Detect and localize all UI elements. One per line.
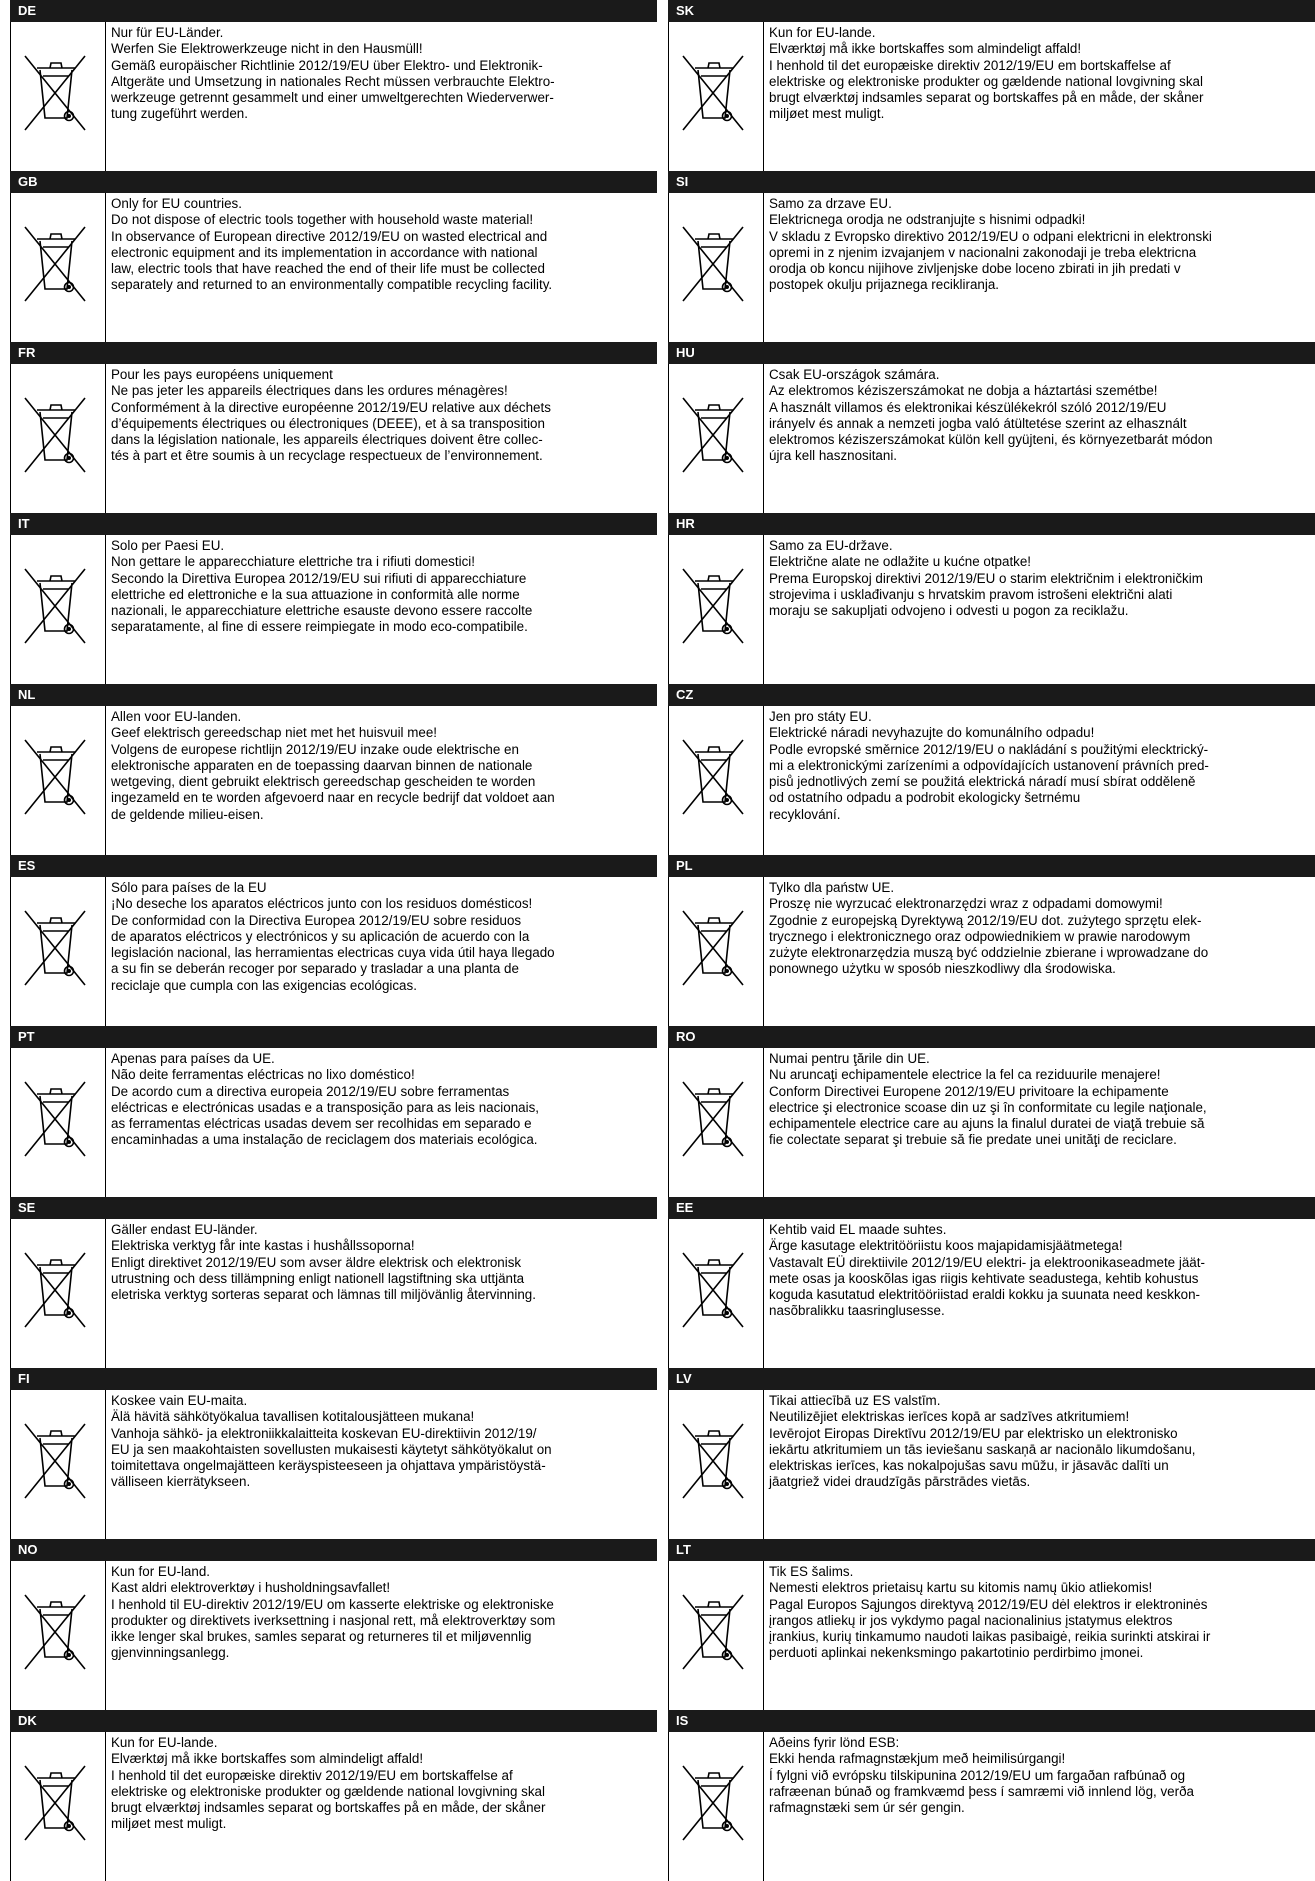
notice-line: a su fin se deberán recoger por separado y trasladar a una planta de <box>111 961 519 977</box>
notice-line: as ferramentas eléctricas usadas devem ser recolhidas em separado e <box>111 1116 532 1132</box>
language-section-it <box>10 513 657 684</box>
language-code-header: IT <box>10 513 657 535</box>
notice-line: Nur für EU-Länder. <box>111 25 224 40</box>
section-body <box>10 877 657 1026</box>
notice-line: újra kell hasznositani. <box>769 448 898 464</box>
language-code-header: HU <box>668 342 1315 364</box>
language-code-header: SE <box>10 1197 657 1219</box>
divider-line <box>763 1048 764 1197</box>
language-section-nl <box>10 684 657 855</box>
divider-line <box>763 193 764 342</box>
notice-line: de geldende milieu-eisen. <box>111 806 264 822</box>
section-body <box>668 877 1315 1026</box>
notice-line: Ekki henda rafmagnstækjum með heimilisúrgangi! <box>769 1751 1066 1767</box>
notice-line: Proszę nie wyrzucać elektronarzędzi wraz z odpadami domowymi! <box>769 896 1163 912</box>
language-section-is <box>668 1710 1315 1881</box>
language-code-header: LT <box>668 1539 1315 1561</box>
notice-text <box>111 367 653 465</box>
notice-text <box>769 880 1311 978</box>
notice-line: Prema Europskoj direktivi 2012/19/EU o starim električnim i elektroničkim <box>769 570 1203 586</box>
notice-line: koguda kasutatud elektritööriistad eraldi kokku ja suunata need keskkon- <box>769 1287 1200 1303</box>
notice-line: Non gettare le apparecchiature elettriche tra i rifiuti domestici! <box>111 554 475 570</box>
notice-line: Kehtib vaid EL maade suhtes. <box>769 1222 947 1237</box>
notice-line: elettriche ed elettroniche e la sua attuazione in conformità alle norme <box>111 586 520 602</box>
language-section-sk <box>668 0 1315 171</box>
notice-text <box>769 709 1311 823</box>
language-section-ro <box>668 1026 1315 1197</box>
notice-text <box>769 1222 1311 1320</box>
right-column <box>668 0 1315 1881</box>
notice-line: nazionali, le apparecchiature elettriche esauste devono essere raccolte <box>111 603 533 619</box>
notice-line: separatamente, al fine di essere reimpiegate in modo eco-compatibile. <box>111 619 528 635</box>
notice-line: Älä hävitä sähkötyökalua tavallisen kotitalousjätteen mukana! <box>111 1409 475 1425</box>
notice-line: Gäller endast EU-länder. <box>111 1222 258 1237</box>
notice-line: rafræenan búnað og framkvæmd þess í samræmi við innlend lög, verða <box>769 1783 1194 1799</box>
language-code-header: EE <box>668 1197 1315 1219</box>
notice-line: Allen voor EU-landen. <box>111 709 242 724</box>
notice-text <box>111 1051 653 1149</box>
weee-crossed-bin-icon <box>681 905 745 989</box>
weee-crossed-bin-icon <box>681 221 745 305</box>
notice-line: werkzeuge getrennt gesammelt und einer umweltgerechten Wiederverwer- <box>111 90 554 106</box>
notice-text <box>111 196 653 294</box>
language-section-lt <box>668 1539 1315 1710</box>
notice-line: strojevima i usklađivanju s hrvatskim pravom istrošeni električni alati <box>769 586 1173 602</box>
weee-crossed-bin-icon <box>681 734 745 818</box>
language-code-header: SK <box>668 0 1315 22</box>
notice-line: Conform Directivei Europene 2012/19/EU privitoare la echipamente <box>769 1083 1169 1099</box>
notice-line: Elektrické náradi nevyhazujte do komunálního odpadu! <box>769 725 1095 741</box>
notice-line: Vanhoja sähkö- ja elektroniikkalaitteita koskevan EU-direktiivin 2012/19/ <box>111 1425 537 1441</box>
divider-line <box>105 193 106 342</box>
notice-line: Pagal Europos Sąjungos direktyvą 2012/19/EU dėl elektros ir elektroninės <box>769 1596 1208 1612</box>
weee-crossed-bin-icon <box>23 392 87 476</box>
notice-text <box>111 1222 653 1303</box>
language-code-header: DE <box>10 0 657 22</box>
notice-line: miljøet mest muligt. <box>111 1816 227 1832</box>
divider-line <box>763 535 764 684</box>
divider-line <box>763 1732 764 1881</box>
notice-line: wetgeving, dient gebruikt elektrisch gereedschap gescheiden te worden <box>111 774 536 790</box>
section-body <box>10 1219 657 1368</box>
notice-line: ponownego użytku w sposób nieszkodliwy dla środowiska. <box>769 961 1116 977</box>
notice-line: I henhold til det europæiske direktiv 2012/19/EU em bortskaffelse af <box>769 57 1171 73</box>
weee-crossed-bin-icon <box>681 1076 745 1160</box>
notice-line: Í fylgni við evrópsku tilskipunina 2012/19/EU um fargaðan rafbúnað og <box>769 1767 1186 1783</box>
weee-crossed-bin-icon <box>23 1418 87 1502</box>
notice-line: In observance of European directive 2012/19/EU on wasted electrical and <box>111 228 548 244</box>
notice-line: rafmagnstæki sem úr sér gengin. <box>769 1800 965 1816</box>
notice-line: Neutilizējiet elektriskas ierīces kopā ar sadzīves atkritumiem! <box>769 1409 1130 1425</box>
notice-text <box>111 709 653 823</box>
notice-line: elektromos kéziszerszámokat külön kell gyüjteni, és környezetbarát módon <box>769 432 1213 448</box>
notice-line: legislación nacional, las herramientas electricas cuya vida útil haya llegado <box>111 945 555 961</box>
language-code-header: IS <box>668 1710 1315 1732</box>
notice-line: eléctricas e electrónicas usadas e a transposição para as leis nacionais, <box>111 1099 539 1115</box>
language-code-header: HR <box>668 513 1315 535</box>
divider-line <box>105 364 106 513</box>
notice-line: encaminhadas a uma instalação de reciclagem dos materiais ecológica. <box>111 1132 538 1148</box>
notice-line: Ne pas jeter les appareils électriques dans les ordures ménagères! <box>111 383 508 399</box>
language-code-header: FR <box>10 342 657 364</box>
divider-line <box>763 364 764 513</box>
section-body <box>10 1732 657 1881</box>
notice-line: zużyte elektronarzędzia muszą być oddzielnie zbierane i wprowadzane do <box>769 945 1209 961</box>
notice-line: opremi in z njenim izvajanjem v nacionalni zakonodaji je treba elektricna <box>769 244 1197 260</box>
notice-line: ¡No deseche los aparatos eléctricos junto con los residuos domésticos! <box>111 896 533 912</box>
notice-line: Elværktøj må ikke bortskaffes som almindeligt affald! <box>769 41 1082 57</box>
weee-crossed-bin-icon <box>681 1589 745 1673</box>
language-section-se <box>10 1197 657 1368</box>
weee-crossed-bin-icon <box>681 1418 745 1502</box>
notice-line: Tik ES šalims. <box>769 1564 854 1579</box>
notice-line: pisů jednotlivých zemí se použitá elektrická náradí musí sbírat odděleně <box>769 774 1196 790</box>
divider-line <box>763 706 764 855</box>
notice-line: perduoti aplinkai nekenksmingo pakartotinio perdirbimo įmonei. <box>769 1645 1144 1661</box>
language-code-header: DK <box>10 1710 657 1732</box>
notice-line: Secondo la Direttiva Europea 2012/19/EU sui rifiuti di apparecchiature <box>111 570 527 586</box>
notice-line: Samo za drzave EU. <box>769 196 892 211</box>
weee-crossed-bin-icon <box>23 1589 87 1673</box>
divider-line <box>105 1219 106 1368</box>
notice-text <box>769 1393 1311 1491</box>
notice-text <box>769 1051 1311 1149</box>
notice-line: Volgens de europese richtlijn 2012/19/EU inzake oude elektrische en <box>111 741 519 757</box>
language-section-gb <box>10 171 657 342</box>
weee-crossed-bin-icon <box>23 221 87 305</box>
notice-line: Solo per Paesi EU. <box>111 538 225 553</box>
notice-line: brugt elværktøj indsamles separat og bortskaffes på en måde, der skåner <box>769 90 1204 106</box>
notice-line: Nu aruncaţi echipamentele electrice la fel ca reziduurile menajere! <box>769 1067 1161 1083</box>
notice-line: Geef elektrisch gereedschap niet met het huisvuil mee! <box>111 725 438 741</box>
notice-line: Ärge kasutage elektritööriistu koos majapidamisjäätmetega! <box>769 1238 1123 1254</box>
language-code-header: FI <box>10 1368 657 1390</box>
language-code-header: NO <box>10 1539 657 1561</box>
divider-line <box>763 877 764 1026</box>
notice-line: d’équipements électriques ou électroniques (DEEE), et à sa transposition <box>111 415 545 431</box>
divider-line <box>105 1390 106 1539</box>
section-body <box>668 193 1315 342</box>
notice-line: Csak EU-országok számára. <box>769 367 940 382</box>
language-code-header: GB <box>10 171 657 193</box>
notice-text <box>111 538 653 636</box>
divider-line <box>105 22 106 171</box>
notice-line: ikke lenger skal brukes, samles separat og returneres til et miljøvennlig <box>111 1629 532 1645</box>
language-section-pl <box>668 855 1315 1026</box>
language-code-header: LV <box>668 1368 1315 1390</box>
language-section-si <box>668 171 1315 342</box>
language-section-hr <box>668 513 1315 684</box>
notice-line: I henhold til EU-direktiv 2012/19/EU om kasserte elektriske og elektroniske <box>111 1596 554 1612</box>
notice-line: I henhold til det europæiske direktiv 2012/19/EU em bortskaffelse af <box>111 1767 513 1783</box>
notice-line: Pour les pays européens uniquement <box>111 367 333 382</box>
notice-text <box>769 1735 1311 1816</box>
notice-text <box>111 1735 653 1833</box>
notice-line: orodja ob koncu nijihove zivljenjske dobe loceno zbirati in jih predati v <box>769 261 1181 277</box>
notice-line: Az elektromos kéziszerszámokat ne dobja a háztartási szemétbe! <box>769 383 1158 399</box>
section-body <box>10 1390 657 1539</box>
notice-line: od ostatního odpadu a podrobit ekologicky šetrnému <box>769 790 1081 806</box>
notice-line: Werfen Sie Elektrowerkzeuge nicht in den Hausmüll! <box>111 41 423 57</box>
notice-line: Nemesti elektros prietaisų kartu su kitomis namų ūkio atliekomis! <box>769 1580 1153 1596</box>
notice-line: De conformidad con la Directiva Europea 2012/19/EU sobre residuos <box>111 912 522 928</box>
notice-line: trycznego i elektronicznego oraz odpowiednikiem w prawie narodowym <box>769 928 1191 944</box>
weee-crossed-bin-icon <box>681 1760 745 1844</box>
notice-line: Vastavalt EÜ direktiivile 2012/19/EU elektri- ja elektroonikaseadmete jäät- <box>769 1254 1205 1270</box>
notice-line: EU ja sen maakohtaisten sovellusten mukaisesti käytetyt sähkötyökalut on <box>111 1441 552 1457</box>
notice-line: Elektricnega orodja ne odstranjujte s hisnimi odpadki! <box>769 212 1086 228</box>
notice-line: De acordo cum a directiva europeia 2012/19/EU sobre ferramentas <box>111 1083 510 1099</box>
notice-line: iekārtu atkritumiem un tās ieviešanu saskaņā ar nacionālo likumdošanu, <box>769 1441 1196 1457</box>
divider-line <box>105 1732 106 1881</box>
section-body <box>668 364 1315 513</box>
notice-text <box>111 1564 653 1662</box>
section-body <box>668 706 1315 855</box>
notice-line: Samo za EU-države. <box>769 538 893 553</box>
language-section-ee <box>668 1197 1315 1368</box>
section-body <box>668 1048 1315 1197</box>
notice-line: dans la législation nationale, les appareils électriques doivent être collec- <box>111 432 543 448</box>
language-section-cz <box>668 684 1315 855</box>
notice-line: mete osas ja kooskõlas igas riigis kehtivate seadustega, kehtib kohustus <box>769 1270 1199 1286</box>
weee-crossed-bin-icon <box>23 1076 87 1160</box>
notice-line: electrice şi electronice scoase din uz şi în conformitate cu legile naţionale, <box>769 1099 1207 1115</box>
notice-line: V skladu z Evropsko direktivo 2012/19/EU o odpani elektricni in elektronski <box>769 228 1212 244</box>
weee-crossed-bin-icon <box>681 1247 745 1331</box>
section-body <box>10 22 657 171</box>
notice-line: eletriska verktyg sorteras separat och lämnas till miljövänlig återvinning. <box>111 1287 536 1303</box>
divider-line <box>763 1219 764 1368</box>
notice-line: electronic equipment and its implementation in accordance with national <box>111 244 538 260</box>
notice-line: Aðeins fyrir lönd ESB: <box>769 1735 900 1750</box>
notice-line: Ievērojot Eiropas Direktīvu 2012/19/EU par elektrisko un elektronisko <box>769 1425 1178 1441</box>
notice-line: Kun for EU-land. <box>111 1564 210 1579</box>
weee-crossed-bin-icon <box>23 563 87 647</box>
divider-line <box>105 535 106 684</box>
notice-line: Kun for EU-lande. <box>111 1735 218 1750</box>
notice-line: reciclaje que cumpla con las exigencias ecológicas. <box>111 977 417 993</box>
notice-line: Sólo para países de la EU <box>111 880 267 895</box>
notice-line: elektronische apparaten en de toepassing daarvan binnen de nationale <box>111 757 533 773</box>
divider-line <box>105 1048 106 1197</box>
notice-line: välliseen kierrätykseen. <box>111 1474 251 1490</box>
notice-line: Jen pro státy EU. <box>769 709 872 724</box>
notice-line: įrangos atliekų ir jos vykdymo pagal nacionalinius įstatymus elektros <box>769 1612 1173 1628</box>
language-code-header: NL <box>10 684 657 706</box>
language-section-no <box>10 1539 657 1710</box>
notice-line: brugt elværktøj indsamles separat og bortskaffes på en måde, der skåner <box>111 1800 546 1816</box>
section-body <box>10 1561 657 1710</box>
notice-line: utrustning och dess tillämpning enligt nationell lagstiftning ska uttjänta <box>111 1270 525 1286</box>
language-section-de <box>10 0 657 171</box>
notice-line: elektriskas ierīces, kas nokalpojušas savu mūžu, ir jāsavāc dalīti un <box>769 1458 1169 1474</box>
language-section-dk <box>10 1710 657 1881</box>
notice-line: miljøet mest muligt. <box>769 106 885 122</box>
notice-line: toimitettava ongelmajätteen keräyspisteeseen ja ohjattava ympäristöystä- <box>111 1458 546 1474</box>
notice-line: Podle evropské směrnice 2012/19/EU o nakládání s použitými elecktrický- <box>769 741 1209 757</box>
language-section-pt <box>10 1026 657 1197</box>
language-section-es <box>10 855 657 1026</box>
notice-line: elektriske og elektroniske produkter og gældende national lovgivning skal <box>769 73 1203 89</box>
section-body <box>668 22 1315 171</box>
weee-crossed-bin-icon <box>681 563 745 647</box>
section-body <box>668 1732 1315 1881</box>
notice-line: de aparatos eléctricos y electrónicos y su aplicación de acuerdo con la <box>111 928 530 944</box>
divider-line <box>105 877 106 1026</box>
notice-line: Koskee vain EU-maita. <box>111 1393 248 1408</box>
notice-text <box>111 1393 653 1491</box>
weee-crossed-bin-icon <box>23 734 87 818</box>
weee-crossed-bin-icon <box>23 50 87 134</box>
language-section-fr <box>10 342 657 513</box>
weee-crossed-bin-icon <box>23 1247 87 1331</box>
notice-line: Apenas para países da UE. <box>111 1051 275 1066</box>
notice-line: Tikai attiecībā uz ES valstīm. <box>769 1393 941 1408</box>
notice-line: Only for EU countries. <box>111 196 242 211</box>
weee-crossed-bin-icon <box>681 392 745 476</box>
section-body <box>668 1561 1315 1710</box>
notice-line: fie colectate separat şi trebuie să fie predate unei unităţi de reciclare. <box>769 1132 1177 1148</box>
notice-line: mi a elektronickými zarízeními a odpovídajících ustanovení právních pred- <box>769 757 1209 773</box>
notice-line: ingezameld en te worden afgevoerd naar en recycle bedrijf dat voldoet aan <box>111 790 555 806</box>
section-body <box>10 706 657 855</box>
language-section-hu <box>668 342 1315 513</box>
notice-text <box>769 25 1311 123</box>
section-body <box>668 535 1315 684</box>
notice-text <box>111 25 653 123</box>
notice-text <box>769 538 1311 619</box>
notice-line: Do not dispose of electric tools together with household waste material! <box>111 212 534 228</box>
notice-line: Não deite ferramentas eléctricas no lixo doméstico! <box>111 1067 415 1083</box>
divider-line <box>763 1390 764 1539</box>
language-code-header: CZ <box>668 684 1315 706</box>
notice-line: Elværktøj må ikke bortskaffes som almindeligt affald! <box>111 1751 424 1767</box>
notice-line: separately and returned to an environmentally compatible recycling facility. <box>111 277 553 293</box>
section-body <box>10 1048 657 1197</box>
notice-line: irányelv és annak a nemzeti jogba való átültetése szerint az elhasznált <box>769 415 1187 431</box>
notice-line: Gemäß europäischer Richtlinie 2012/19/EU über Elektro- und Elektronik- <box>111 57 543 73</box>
notice-line: įrankius, kurių tinkamumo naudoti laikas pasibaigė, reikia surinkti atskirai ir <box>769 1629 1211 1645</box>
notice-line: Zgodnie z europejską Dyrektywą 2012/19/EU dot. zużytego sprzętu elek- <box>769 912 1202 928</box>
notice-text <box>111 880 653 994</box>
notice-line: tung zugeführt werden. <box>111 106 248 122</box>
notice-line: jāatgriež videi draudzīgās pārstrādes vietās. <box>769 1474 1031 1490</box>
section-body <box>10 364 657 513</box>
notice-line: recyklování. <box>769 806 841 822</box>
section-body <box>10 193 657 342</box>
notice-line: Altgeräte und Umsetzung in nationales Recht müssen verbrauchte Elektro- <box>111 73 555 89</box>
notice-line: produkter og direktivets iverksettning i nasjonal rett, må elektroverktøy som <box>111 1612 556 1628</box>
notice-line: elektriske og elektroniske produkter og gældende national lovgivning skal <box>111 1783 545 1799</box>
notice-line: gjenvinningsanlegg. <box>111 1645 230 1661</box>
language-code-header: PL <box>668 855 1315 877</box>
notice-line: law, electric tools that have reached the end of their life must be collected <box>111 261 545 277</box>
notice-text <box>769 1564 1311 1662</box>
section-body <box>668 1219 1315 1368</box>
notice-text <box>769 367 1311 465</box>
notice-line: Enligt direktivet 2012/19/EU som avser äldre elektrisk och elektronisk <box>111 1254 522 1270</box>
divider-line <box>105 706 106 855</box>
divider-line <box>763 22 764 171</box>
weee-crossed-bin-icon <box>23 905 87 989</box>
notice-line: Kun for EU-lande. <box>769 25 876 40</box>
divider-line <box>763 1561 764 1710</box>
notice-line: Numai pentru ţările din UE. <box>769 1051 930 1066</box>
notice-line: Tylko dla państw UE. <box>769 880 895 895</box>
notice-text <box>769 196 1311 294</box>
divider-line <box>105 1561 106 1710</box>
weee-crossed-bin-icon <box>681 50 745 134</box>
notice-line: nasõbralikku taasringlusesse. <box>769 1303 945 1319</box>
notice-line: tés à part et être soumis à un recyclage respectueux de l’environnement. <box>111 448 543 464</box>
language-section-lv <box>668 1368 1315 1539</box>
language-code-header: RO <box>668 1026 1315 1048</box>
section-body <box>668 1390 1315 1539</box>
notice-line: Elektriska verktyg får inte kastas i hushållssoporna! <box>111 1238 415 1254</box>
language-code-header: SI <box>668 171 1315 193</box>
notice-line: Kast aldri elektroverktøy i husholdningsavfallet! <box>111 1580 391 1596</box>
language-section-fi <box>10 1368 657 1539</box>
notice-line: postopek okulju prijaznega recikliranja. <box>769 277 1000 293</box>
left-column <box>10 0 657 1881</box>
notice-line: moraju se sakupljati odvojeno i odvesti u pogon za reciklažu. <box>769 603 1129 619</box>
weee-crossed-bin-icon <box>23 1760 87 1844</box>
notice-line: Električne alate ne odlažite u kućne otpatke! <box>769 554 1032 570</box>
notice-line: echipamentele electrice care au ajuns la finalul duratei de viaţă trebuie să <box>769 1116 1205 1132</box>
notice-line: Conformément à la directive européenne 2012/19/EU relative aux déchets <box>111 399 551 415</box>
notice-line: A használt villamos és elektronikai készülékekról szóló 2012/19/EU <box>769 399 1167 415</box>
language-code-header: ES <box>10 855 657 877</box>
language-code-header: PT <box>10 1026 657 1048</box>
section-body <box>10 535 657 684</box>
